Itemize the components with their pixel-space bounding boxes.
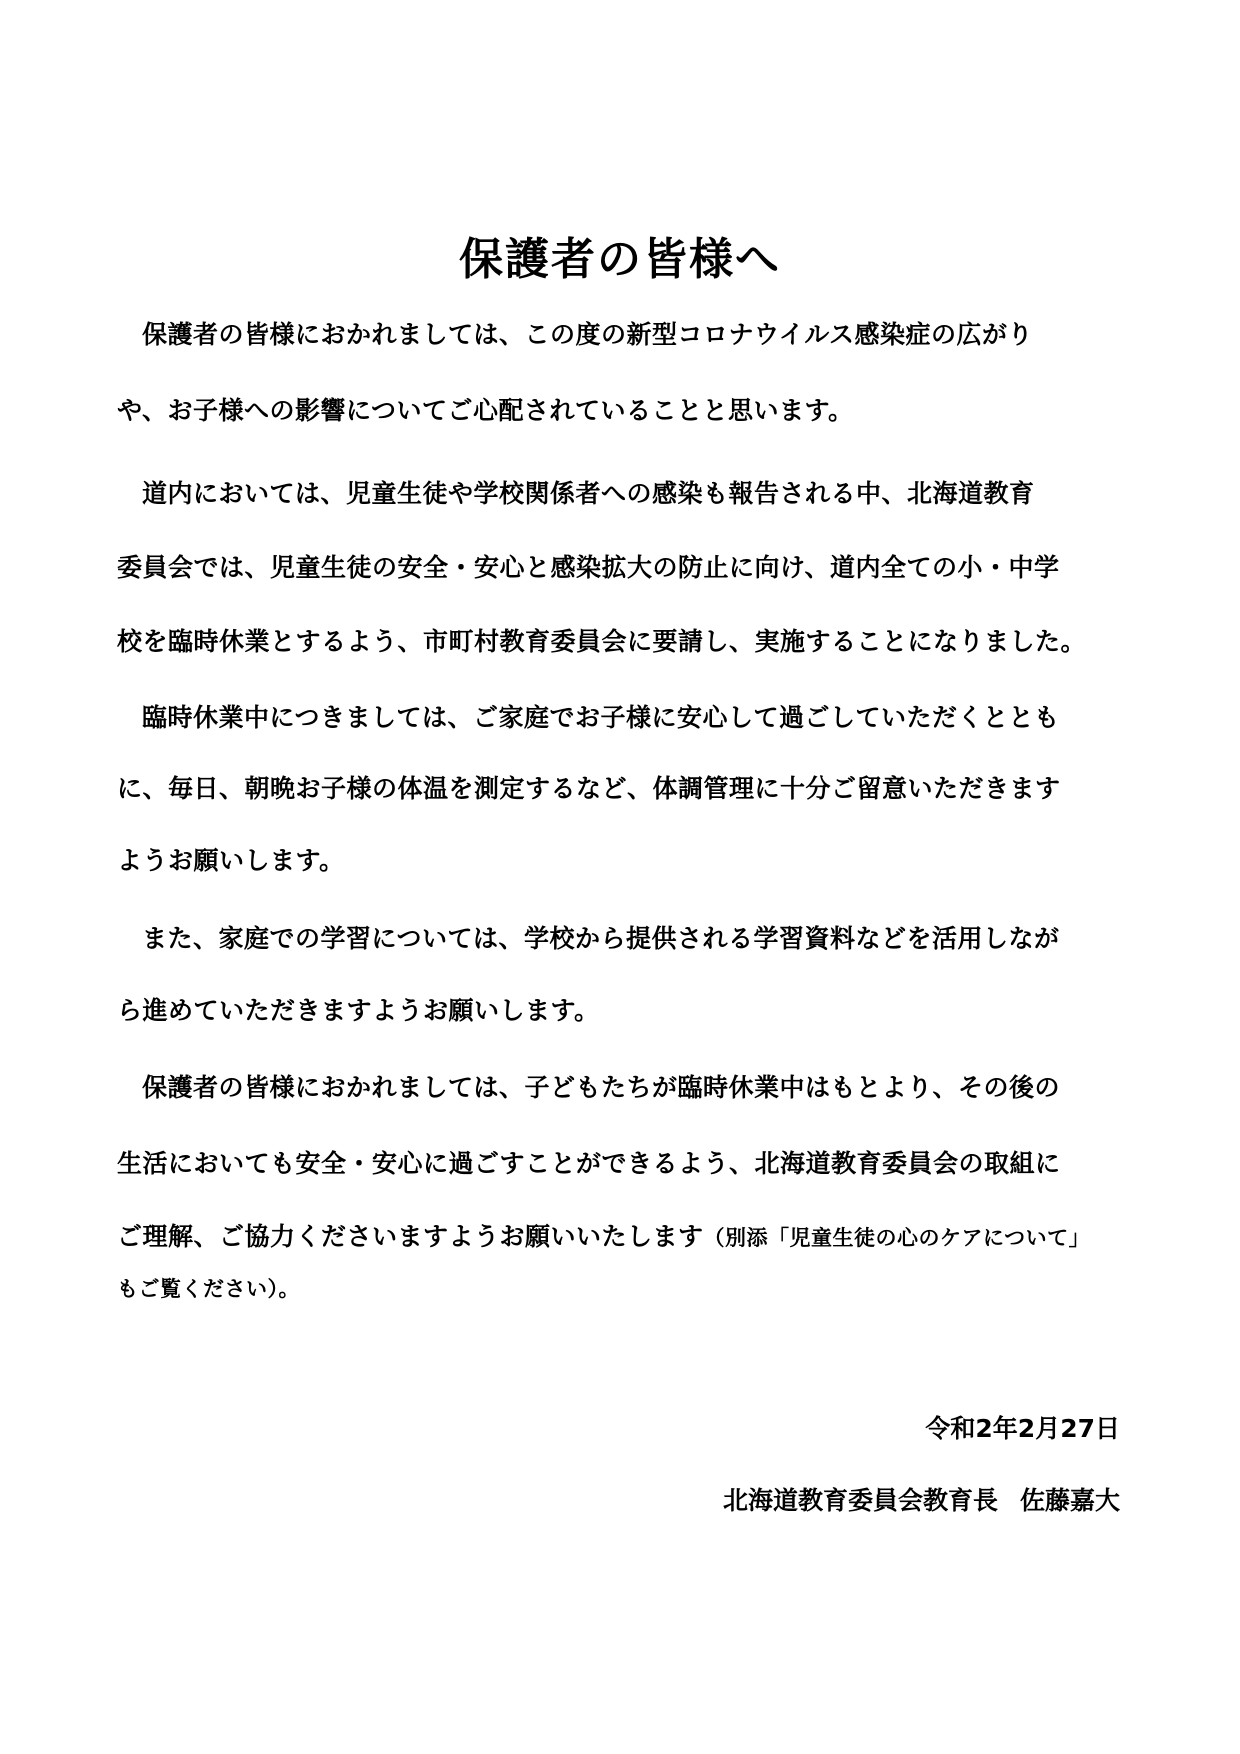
paragraph-3-line-3: ようお願いします。	[117, 846, 345, 875]
paragraph-2-line-2: 委員会では、児童生徒の安全・安心と感染拡大の防止に向け、道内全ての小・中学	[117, 553, 1060, 582]
paragraph-3-line-2: に、毎日、朝晩お子様の体温を測定するなど、体調管理に十分ご留意いただきます	[117, 774, 1061, 803]
paragraph-2-line-3: 校を臨時休業とするよう、市町村教育委員会に要請し、実施することになりました。	[117, 627, 1087, 656]
paragraph-1-line-2: や、お子様への影響についてご心配されていることと思います。	[117, 396, 854, 425]
paragraph-1-line-1: 保護者の皆様におかれましては、この度の新型コロナウイルス感染症の広がり	[142, 320, 1034, 349]
page-title: 保護者の皆様へ	[459, 234, 781, 285]
paragraph-5-line-4: もご覧ください）。	[117, 1277, 300, 1301]
paragraph-5-attachment-note: （別添「児童生徒の心のケアについて」	[703, 1226, 1091, 1250]
paragraph-5-line-1: 保護者の皆様におかれましては、子どもたちが臨時休業中はもとより、その後の	[142, 1073, 1061, 1102]
paragraph-5-line-3-main: ご理解、ご協力くださいますようお願いいたします	[117, 1222, 704, 1251]
signature-organization: 北海道教育委員会教育長	[722, 1486, 998, 1515]
paragraph-5-line-2: 生活においても安全・安心に過ごすことができるよう、北海道教育委員会の取組に	[117, 1149, 1061, 1178]
document-date: 令和2年2月27日	[925, 1414, 1120, 1443]
paragraph-2-line-1: 道内においては、児童生徒や学校関係者への感染も報告される中、北海道教育	[142, 479, 1035, 508]
paragraph-4-line-2: ら進めていただきますようお願いします。	[117, 996, 600, 1025]
signature-name: 佐藤嘉大	[1019, 1486, 1120, 1515]
signature	[723, 1484, 1120, 1518]
paragraph-4-line-1: また、家庭での学習については、学校から提供される学習資料などを活用しなが	[142, 924, 1060, 953]
paragraph-3-line-1: 臨時休業中につきましては、ご家庭でお子様に安心して過ごしていただくととも	[142, 703, 1060, 732]
paragraph-5-line-3	[117, 1220, 1090, 1255]
